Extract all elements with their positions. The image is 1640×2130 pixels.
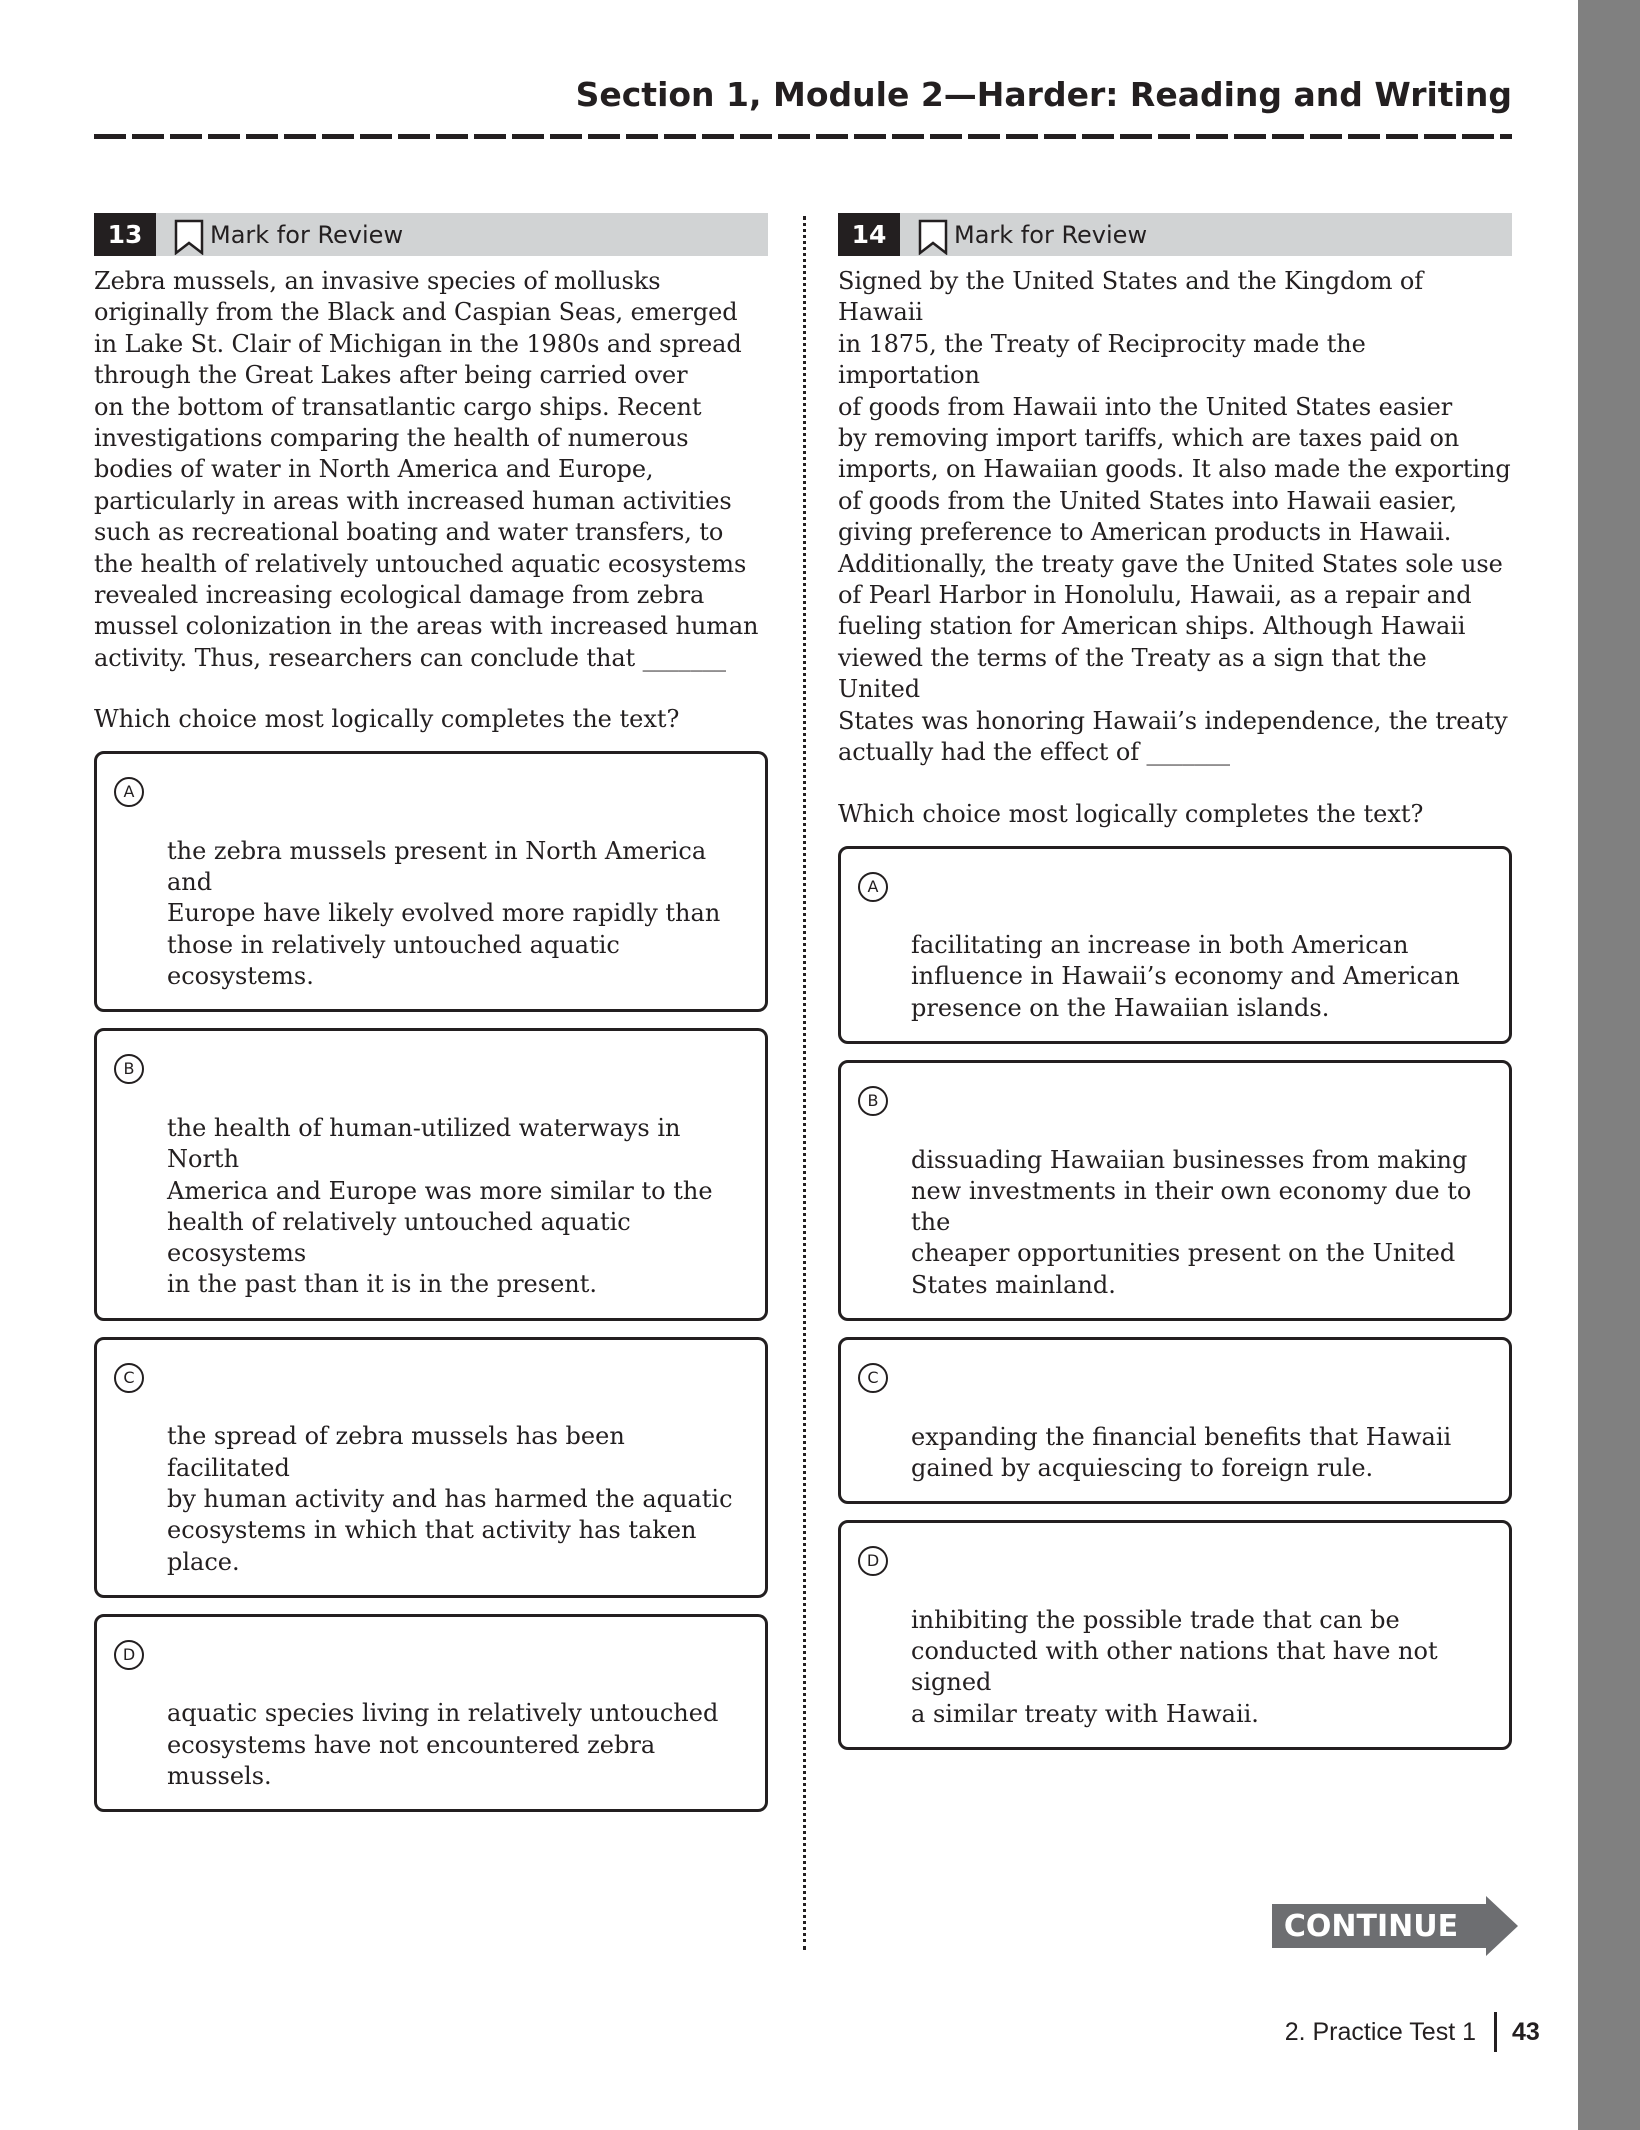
mark-for-review-label[interactable]: Mark for Review: [210, 220, 404, 249]
mark-for-review-label[interactable]: Mark for Review: [954, 220, 1148, 249]
column-divider: [803, 216, 806, 1950]
choice-text: aquatic species living in relatively untouched ecosystems have not encountered zebra mussels.: [167, 1699, 719, 1790]
answer-choices: [838, 846, 1512, 1751]
header-rule: [94, 134, 1512, 139]
bookmark-icon[interactable]: [918, 219, 948, 255]
section-title: Section 1, Module 2—Harder: Reading and Writing: [575, 75, 1512, 114]
choice-text: the spread of zebra mussels has been facilitated by human activity and has harmed the aquatic ecosystems in which that activity has taken place.: [167, 1422, 733, 1576]
choice-d[interactable]: [94, 1614, 768, 1812]
choice-text: facilitating an increase in both American influence in Hawaii’s economy and American presence on the Hawaiian islands.: [911, 931, 1460, 1022]
question-number: 14: [838, 213, 900, 256]
choice-a[interactable]: [94, 751, 768, 1012]
side-bar: [1578, 0, 1640, 2130]
choice-letter: B: [114, 1054, 144, 1084]
choice-text: dissuading Hawaiian businesses from making new investments in their own economy due to the cheaper opportunities present on the United States mainland.: [911, 1145, 1472, 1299]
choice-letter: C: [114, 1363, 144, 1393]
choice-letter: D: [114, 1640, 144, 1670]
question-bar: [838, 213, 1512, 256]
question-bar: [94, 213, 768, 256]
choice-letter: A: [114, 777, 144, 807]
answer-choices: [94, 751, 768, 1812]
choice-b[interactable]: [838, 1060, 1512, 1321]
footer-chapter-label: 2. Practice Test 1: [1284, 2018, 1476, 2046]
choice-letter: A: [858, 872, 888, 902]
passage: Signed by the United States and the Kingdom of Hawaii in 1875, the Treaty of Reciprocity made the importation of goods from Hawaii into the United States easier by removing import tariffs, which are taxes paid on imports, on Hawaiian goods. It also made the exporting of goods from the United States into Hawaii easier, giving preference to American products in Hawaii. Additionally, the treaty gave the United States sole use of Pearl Harbor in Honolulu, Hawaii, as a repair and fueling station for American ships. Although Hawaii viewed the terms of the Treaty as a sign that the United States was honoring Hawaii’s independence, the treaty actually had the effect of _______: [838, 267, 1511, 767]
bookmark-icon[interactable]: [174, 219, 204, 255]
choice-letter: D: [858, 1546, 888, 1576]
page-number: 43: [1512, 2018, 1540, 2046]
question-14: [838, 213, 1512, 1750]
question-prompt: Which choice most logically completes the text?: [94, 705, 680, 734]
choice-d[interactable]: [838, 1520, 1512, 1750]
choice-letter: B: [858, 1086, 888, 1116]
choice-text: the zebra mussels present in North America and Europe have likely evolved more rapidly than those in relatively untouched aquatic ecosystems.: [167, 836, 721, 991]
question-13: [94, 213, 768, 1812]
passage: Zebra mussels, an invasive species of mollusks originally from the Black and Caspian Seas, emerged in Lake St. Clair of Michigan in the 1980s and spread through the Great Lakes after being carried over on the bottom of transatlantic cargo ships. Recent investigations comparing the health of numerous bodies of water in North America and Europe, particularly in areas with increased human activities such as recreational boating and water transfers, to the health of relatively untouched aquatic ecosystems revealed increasing ecological damage from zebra mussel colonization in the areas with increased human activity. Thus, researchers can conclude that _______: [94, 267, 759, 672]
choice-text: expanding the financial benefits that Hawaii gained by acquiescing to foreign rule.: [911, 1422, 1452, 1482]
choice-letter: C: [858, 1363, 888, 1393]
question-prompt: Which choice most logically completes the text?: [838, 799, 1424, 828]
choice-c[interactable]: [94, 1337, 768, 1598]
question-number: 13: [94, 213, 156, 256]
continue-button[interactable]: [1272, 1896, 1520, 1956]
choice-a[interactable]: [838, 846, 1512, 1044]
choice-text: the health of human-utilized waterways in North America and Europe was more similar to the health of relatively untouched aquatic ecosystems in the past than it is in the present.: [167, 1113, 713, 1299]
choice-b[interactable]: [94, 1028, 768, 1320]
footer-separator: [1494, 2012, 1497, 2052]
choice-text: inhibiting the possible trade that can be conducted with other nations that have not signed a similar treaty with Hawaii.: [911, 1605, 1438, 1728]
continue-label: CONTINUE: [1283, 1908, 1459, 1944]
choice-c[interactable]: [838, 1337, 1512, 1504]
